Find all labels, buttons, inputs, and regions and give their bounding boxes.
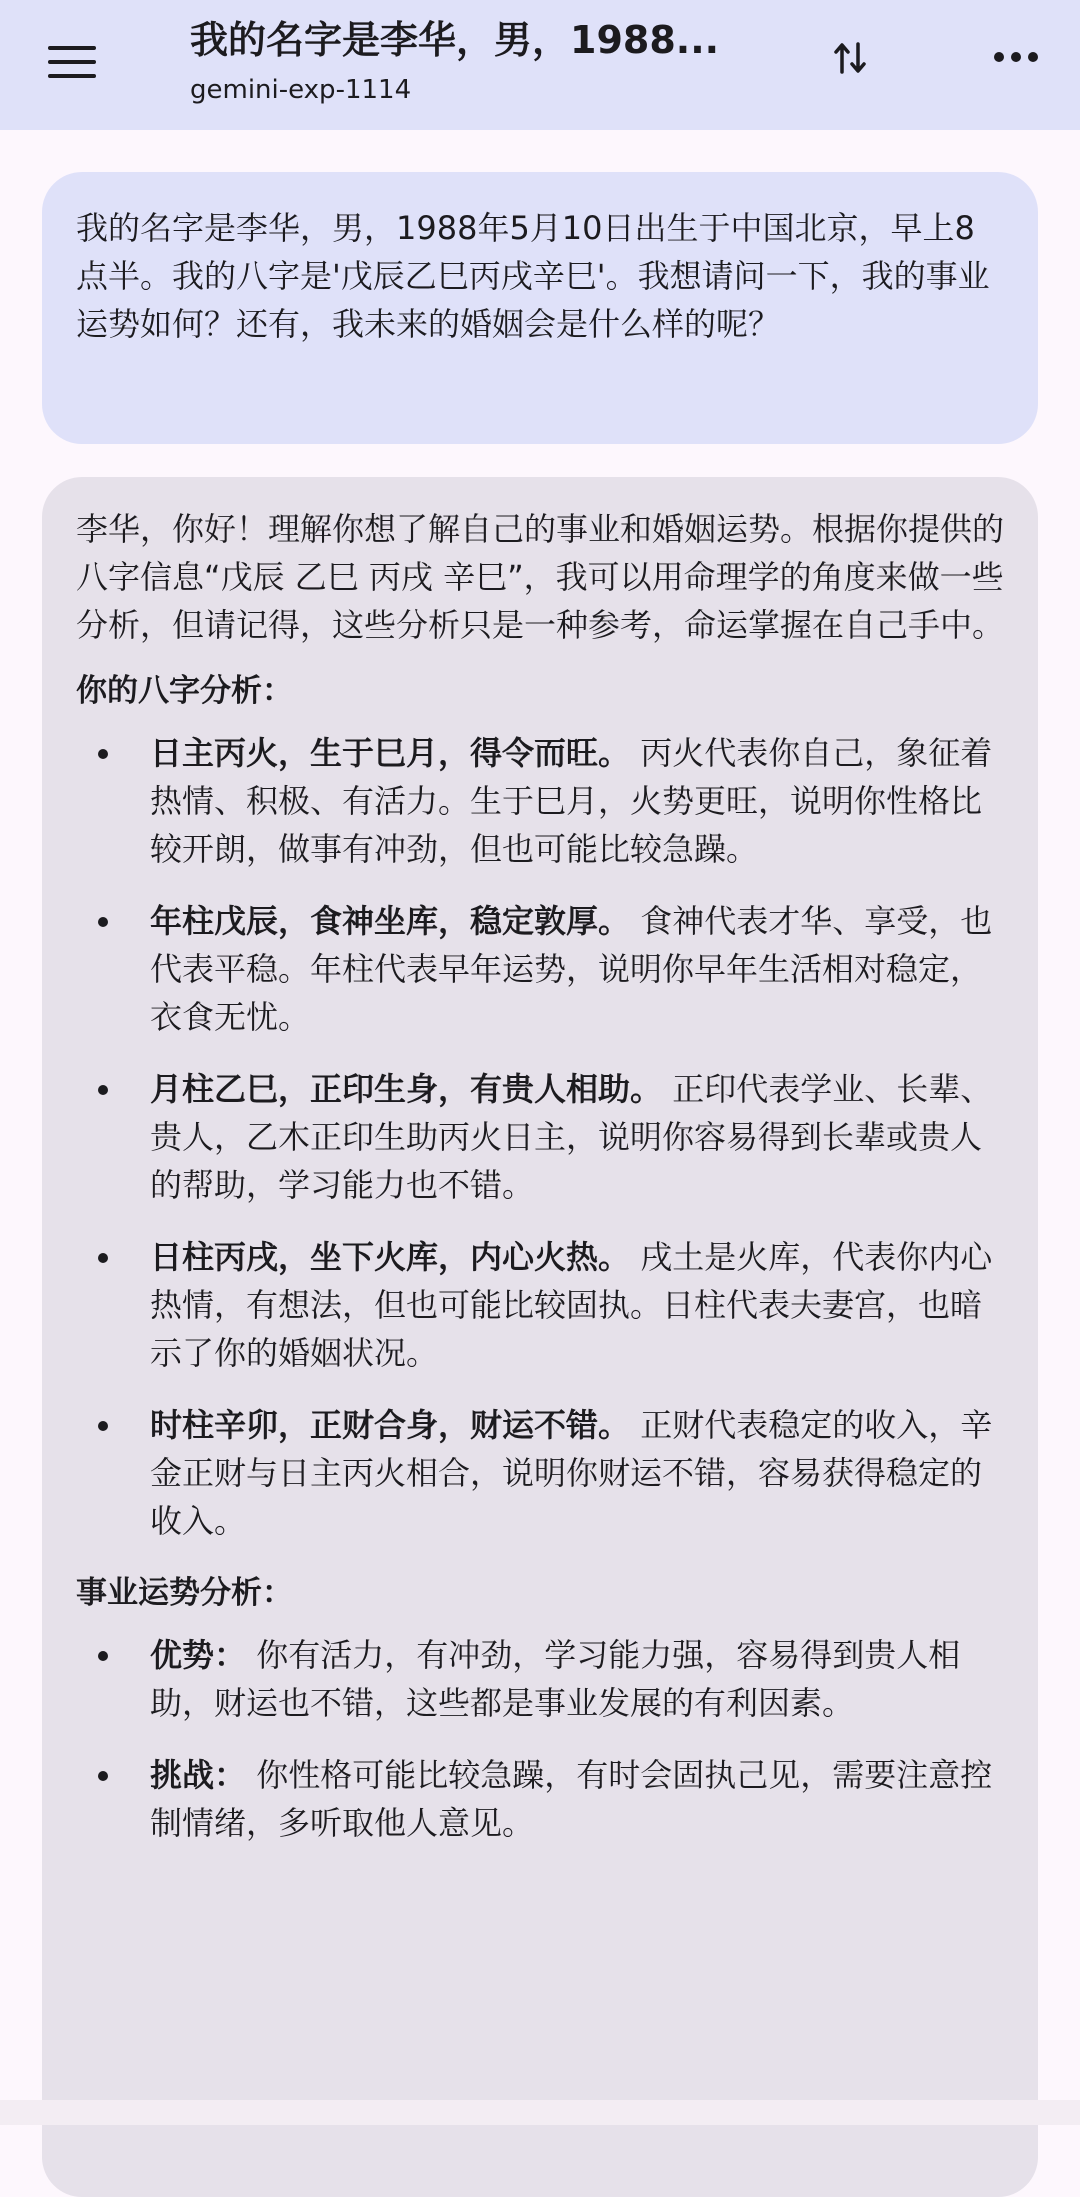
app-bar	[0, 0, 1080, 130]
list-item-text: 食神代表才华、享受，也代表平稳。年柱代表早年运势，说明你早年生活相对稳定，衣食无忧。	[150, 902, 993, 1036]
list-item	[76, 897, 1004, 1041]
career-list	[76, 1631, 1004, 1847]
list-item-lead: 挑战：	[150, 1756, 247, 1794]
assistant-intro: 李华，你好！理解你想了解自己的事业和婚姻运势。根据你提供的八字信息“戊辰 乙巳 丙戌 辛巳”，我可以用命理学的角度来做一些分析，但请记得，这些分析只是一种参考，命运掌握在自己手中。	[76, 510, 1005, 644]
list-item-lead: 日主丙火，生于巳月，得令而旺。	[150, 734, 631, 772]
list-item-lead: 时柱辛卯，正财合身，财运不错。	[150, 1406, 631, 1444]
list-item	[76, 1401, 1004, 1545]
conversation-title[interactable]: 我的名字是李华，男，1988...	[190, 18, 720, 62]
list-item-text: 丙火代表你自己，象征着热情、积极、有活力。生于巳月，火势更旺，说明你性格比较开朗，做事有冲劲，但也可能比较急躁。	[150, 734, 993, 868]
list-item-text: 正财代表稳定的收入，辛金正财与日主丙火相合，说明你财运不错，容易获得稳定的收入。	[150, 1406, 993, 1540]
bottom-input-edge	[0, 2100, 1080, 2125]
bazi-list	[76, 729, 1004, 1545]
more-horizontal-icon[interactable]	[994, 52, 1038, 64]
list-item	[76, 729, 1004, 873]
user-message-text: 我的名字是李华，男，1988年5月10日出生于中国北京，早上8点半。我的八字是'戊辰乙巳丙戌辛巳'。我想请问一下，我的事业运势如何？还有，我未来的婚姻会是什么样的呢？	[76, 209, 990, 343]
swap-vertical-icon[interactable]	[832, 38, 868, 78]
list-item-lead: 优势：	[150, 1636, 247, 1674]
bazi-heading: 你的八字分析：	[76, 673, 293, 709]
list-item	[76, 1065, 1004, 1209]
model-name[interactable]: gemini-exp-1114	[190, 75, 412, 105]
list-item-text: 你性格可能比较急躁，有时会固执己见，需要注意控制情绪，多听取他人意见。	[150, 1756, 993, 1842]
career-heading: 事业运势分析：	[76, 1575, 293, 1611]
list-item-lead: 日柱丙戌，坐下火库，内心火热。	[150, 1238, 631, 1276]
list-item-text: 你有活力，有冲劲，学习能力强，容易得到贵人相助，财运也不错，这些都是事业发展的有利因素。	[150, 1636, 961, 1722]
hamburger-menu-icon[interactable]	[48, 42, 98, 82]
list-item	[76, 1631, 1004, 1727]
list-item	[76, 1233, 1004, 1377]
list-item	[76, 1751, 1004, 1847]
list-item-text: 正印代表学业、长辈、贵人，乙木正印生助丙火日主，说明你容易得到长辈或贵人的帮助，学习能力也不错。	[150, 1070, 993, 1204]
list-item-lead: 年柱戊辰，食神坐库，稳定敦厚。	[150, 902, 631, 940]
list-item-text: 戌土是火库，代表你内心热情，有想法，但也可能比较固执。日柱代表夫妻宫，也暗示了你的婚姻状况。	[150, 1238, 993, 1372]
user-message-bubble	[42, 172, 1038, 444]
assistant-message-bubble	[42, 477, 1038, 2197]
list-item-lead: 月柱乙巳，正印生身，有贵人相助。	[150, 1070, 663, 1108]
